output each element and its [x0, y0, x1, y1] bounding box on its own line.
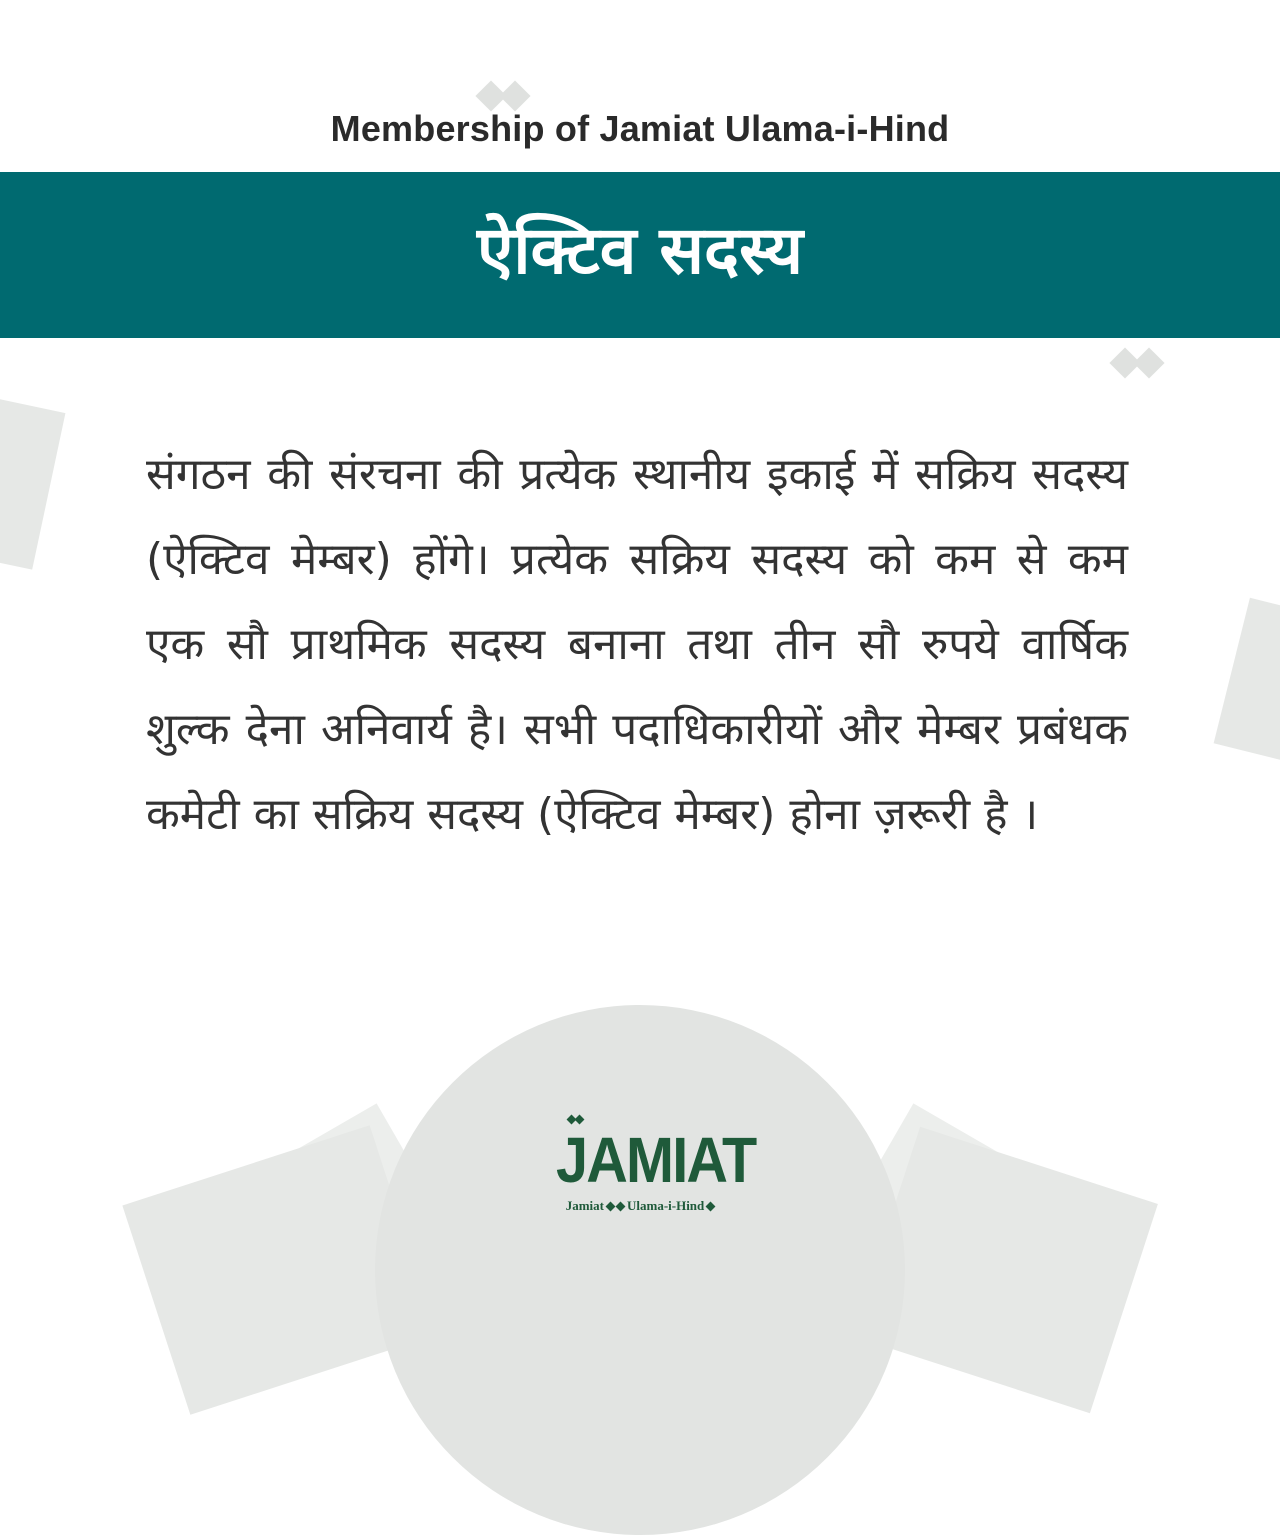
logo-left-text: Jamiat — [565, 1198, 604, 1213]
logo-wordmark: JAMIAT — [556, 1124, 756, 1196]
double-diamond-icon — [480, 85, 526, 107]
page-title: Membership of Jamiat Ulama-i-Hind — [330, 108, 950, 149]
banner — [0, 172, 1280, 338]
decorative-shape-left — [0, 390, 65, 569]
logo-right-text: Ulama-i-Hind — [626, 1198, 705, 1213]
double-diamond-icon — [568, 1116, 583, 1123]
double-diamond-icon — [1114, 352, 1160, 374]
diamond-icon — [616, 1201, 626, 1211]
logo-subtitle — [548, 1198, 732, 1214]
diamond-icon — [706, 1201, 716, 1211]
banner-title: ऐक्टिव सदस्य — [476, 212, 804, 289]
body-paragraph: संगठन की संरचना की प्रत्येक स्थानीय इकाई में सक्रिय सदस्य (ऐक्टिव मेम्बर) होंगे। प्रत्येक सक्रिय सदस्य को कम से कम एक सौ प्राथमिक सदस्य बनाना तथा तीन सौ रुपये वार्षिक शुल्क देना अनिवार्य है। सभी पदाधिकारीयों और मेम्बर प्रबंधक कमेटी का सक्रिय सदस्य (ऐक्टिव मेम्बर) होना ज़रूरी है । — [146, 449, 1128, 840]
diamond-icon — [606, 1201, 616, 1211]
jamiat-logo — [548, 1116, 756, 1220]
decorative-shape-right — [1214, 598, 1280, 773]
decorative-circle — [375, 1005, 905, 1535]
